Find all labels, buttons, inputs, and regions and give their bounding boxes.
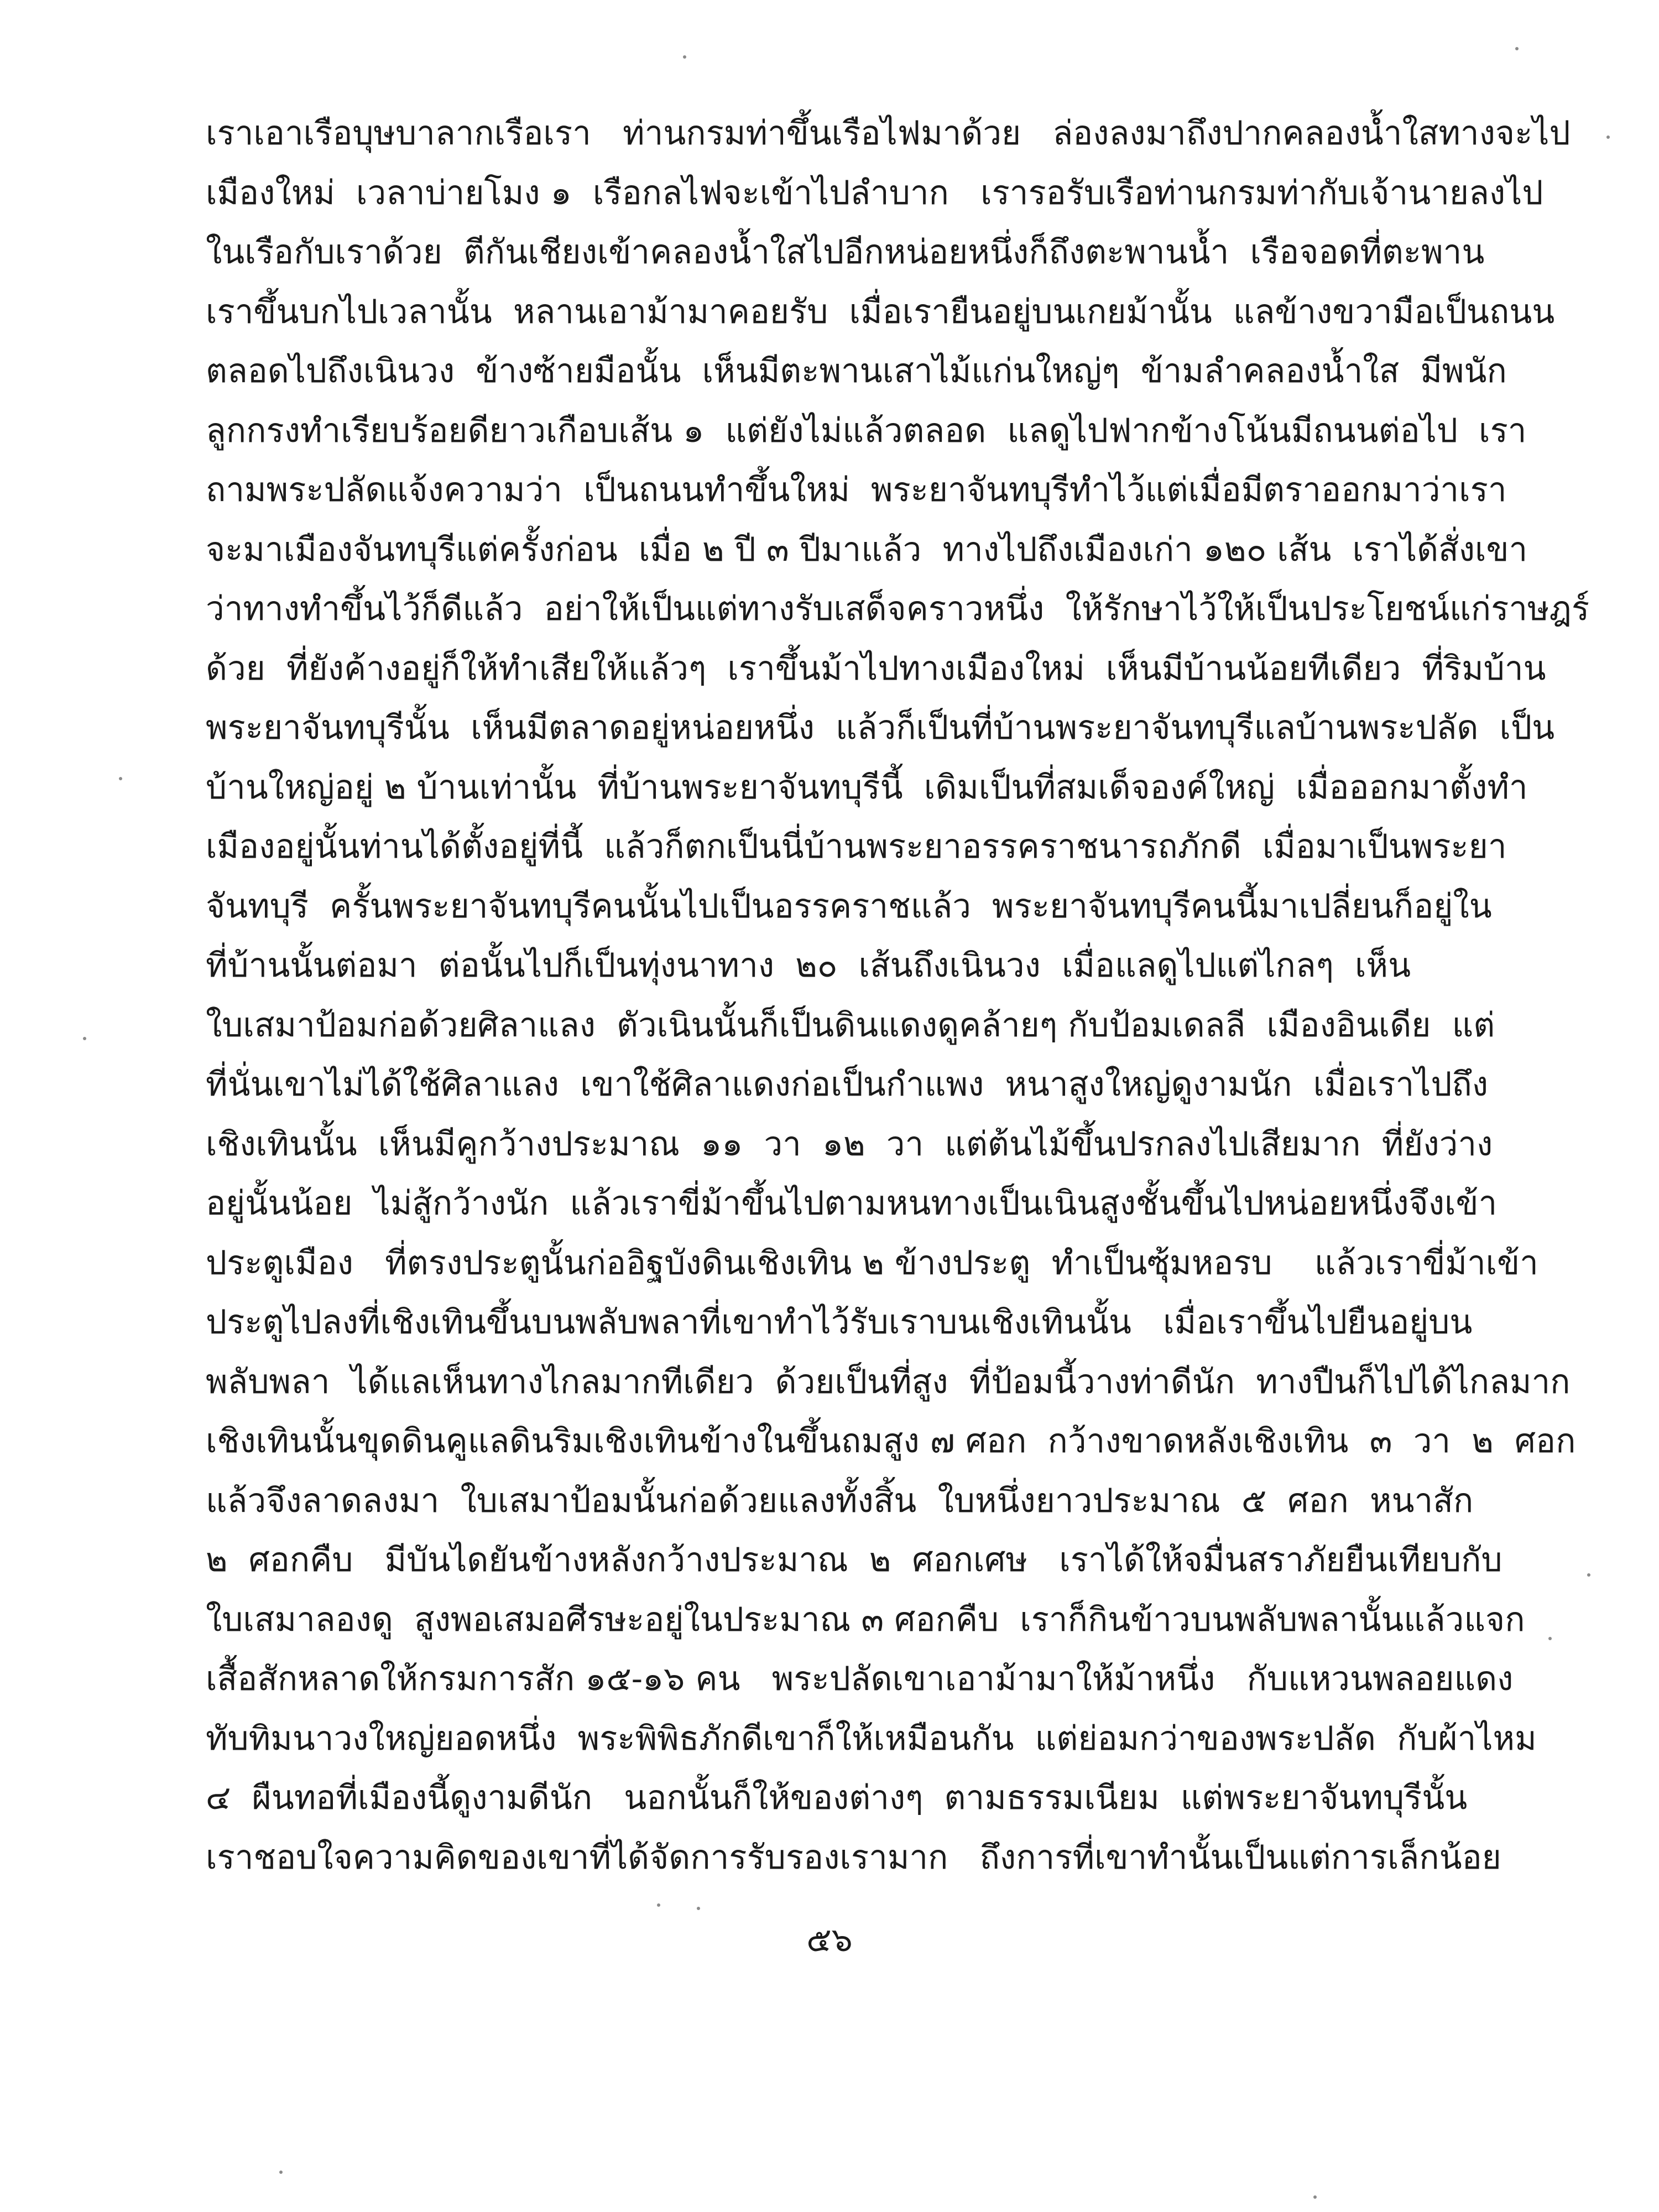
text-line: ตลอดไปถึงเนินวง ข้างซ้ายมือนั้น เห็นมีตะพานเสาไม้แก่นใหญ่ๆ ข้ามลำคลองน้ำใส มีพนัก	[206, 352, 1507, 390]
text-line: จันทบุรี ครั้นพระยาจันทบุรีคนนั้นไปเป็นอรรคราชแล้ว พระยาจันทบุรีคนนี้มาเปลี่ยนก็อยู่ใน	[206, 886, 1492, 926]
text-line: อยู่นั้นน้อย ไม่สู้กว้างนัก แล้วเราขี่ม้าขึ้นไปตามหนทางเป็นเนินสูงชั้นขึ้นไปหน่อยหนึ่งจึงเข้า	[206, 1184, 1498, 1223]
text-line: เราชอบใจความคิดของเขาที่ได้จัดการรับรองเรามาก ถึงการที่เขาทำนั้นเป็นแต่การเล็กน้อย	[206, 1838, 1501, 1877]
scan-speck	[119, 777, 122, 780]
text-line: ๒ ศอกคืบ มีบันไดยันข้างหลังกว้างประมาณ ๒ ศอกเศษ เราได้ให้จมื่นสราภัยยืนเทียบกับ	[206, 1541, 1503, 1579]
text-line: ว่าทางทำขึ้นไว้ก็ดีแล้ว อย่าให้เป็นแต่ทางรับเสด็จคราวหนึ่ง ให้รักษาไว้ให้เป็นประโยชน์แก่ราษฎร์	[206, 589, 1590, 628]
scan-speck	[683, 55, 686, 59]
text-line: ลูกกรงทำเรียบร้อยดียาวเกือบเส้น ๑ แต่ยังไม่แล้วตลอด แลดูไปฟากข้างโน้นมีถนนต่อไป เรา	[206, 411, 1527, 450]
scan-speck	[83, 1037, 86, 1040]
text-line: บ้านใหญ่อยู่ ๒ บ้านเท่านั้น ที่บ้านพระยาจันทบุรีนี้ เดิมเป็นที่สมเด็จองค์ใหญ่ เมื่อออกมาตั้งทำ	[206, 768, 1528, 807]
text-line: ใบเสมาป้อมก่อด้วยศิลาแลง ตัวเนินนั้นก็เป็นดินแดงดูคล้ายๆ กับป้อมเดลลี เมืองอินเดีย แต่	[206, 1005, 1495, 1045]
text-line: เชิงเทินนั้น เห็นมีคูกว้างประมาณ ๑๑ วา ๑๒ วา แต่ต้นไม้ขึ้นปรกลงไปเสียมาก ที่ยังว่าง	[206, 1124, 1493, 1164]
text-line: ใบเสมาลองดู สูงพอเสมอศีรษะอยู่ในประมาณ ๓ ศอกคืบ เราก็กินข้าวบนพลับพลานั้นแล้วแจก	[206, 1600, 1525, 1639]
page-number: ๕๖	[806, 1921, 853, 1959]
text-line: ถามพระปลัดแจ้งความว่า เป็นถนนทำขึ้นใหม่ พระยาจันทบุรีทำไว้แต่เมื่อมีตราออกมาว่าเรา	[206, 471, 1507, 509]
body-text	[206, 104, 1590, 1887]
text-line: ๔ ผืนทอที่เมืองนี้ดูงามดีนัก นอกนั้นก็ให้ของต่างๆ ตามธรรมเนียม แต่พระยาจันทบุรีนั้น	[206, 1778, 1468, 1817]
text-line: จะมาเมืองจันทบุรีแต่ครั้งก่อน เมื่อ ๒ ปี ๓ ปีมาแล้ว ทางไปถึงเมืองเก่า ๑๒๐ เส้น เราได้สั่งเขา	[206, 530, 1528, 569]
scan-speck	[1313, 2195, 1317, 2199]
scan-speck	[697, 1907, 700, 1910]
text-line: ที่บ้านนั้นต่อมา ต่อนั้นไปก็เป็นทุ่งนาทาง ๒๐ เส้นถึงเนินวง เมื่อแลดูไปแต่ไกลๆ เห็น	[206, 946, 1411, 985]
text-line: เราขึ้นบกไปเวลานั้น หลานเอาม้ามาคอยรับ เมื่อเรายืนอยู่บนเกยม้านั้น แลข้างขวามือเป็นถนน	[206, 292, 1555, 331]
text-line: ประตูเมือง ที่ตรงประตูนั้นก่ออิฐบังดินเชิงเทิน ๒ ข้างประตู ทำเป็นซุ้มหอรบ แล้วเราขี่ม้าเข้า	[206, 1243, 1538, 1282]
text-line: ในเรือกับเราด้วย ตีกันเชียงเข้าคลองน้ำใสไปอีกหน่อยหนึ่งก็ถึงตะพานน้ำ เรือจอดที่ตะพาน	[206, 233, 1485, 272]
text-line: เสื้อสักหลาดให้กรมการสัก ๑๕-๑๖ คน พระปลัดเขาเอาม้ามาให้ม้าหนึ่ง กับแหวนพลอยแดง	[206, 1660, 1514, 1698]
scan-speck	[1515, 47, 1519, 50]
text-line: พลับพลา ได้แลเห็นทางไกลมากทีเดียว ด้วยเป็นที่สูง ที่ป้อมนี้วางท่าดีนัก ทางปืนก็ไปได้ไกลมาก	[206, 1362, 1571, 1401]
text-line: เมืองอยู่นั้นท่านได้ตั้งอยู่ที่นี้ แล้วก็ตกเป็นนี่บ้านพระยาอรรคราชนารถภักดี เมื่อมาเป็นพระยา	[206, 827, 1507, 866]
text-line: เราเอาเรือบุษบาลากเรือเรา ท่านกรมท่าขึ้นเรือไฟมาด้วย ล่องลงมาถึงปากคลองน้ำใสทางจะไป	[206, 114, 1571, 153]
text-line: ประตูไปลงที่เชิงเทินขึ้นบนพลับพลาที่เขาทำไว้รับเราบนเชิงเทินนั้น เมื่อเราขึ้นไปยืนอยู่บน	[206, 1303, 1473, 1342]
text-line: แล้วจึงลาดลงมา ใบเสมาป้อมนั้นก่อด้วยแลงทั้งสิ้น ใบหนึ่งยาวประมาณ ๕ ศอก หนาสัก	[206, 1481, 1474, 1520]
text-line: ที่นั่นเขาไม่ได้ใช้ศิลาแลง เขาใช้ศิลาแดงก่อเป็นกำแพง หนาสูงใหญ่ดูงามนัก เมื่อเราไปถึง	[206, 1065, 1489, 1104]
text-line: ทับทิมนาวงใหญ่ยอดหนึ่ง พระพิพิธภักดีเขาก็ให้เหมือนกัน แต่ย่อมกว่าของพระปลัด กับผ้าไหม	[206, 1719, 1537, 1758]
scan-speck	[1587, 1573, 1590, 1577]
scan-speck	[279, 2171, 283, 2174]
text-line: เมืองใหม่ เวลาบ่ายโมง ๑ เรือกลไฟจะเข้าไปลำบาก เรารอรับเรือท่านกรมท่ากับเจ้านายลงไป	[206, 173, 1543, 212]
scan-speck	[657, 1903, 660, 1907]
text-line: พระยาจันทบุรีนั้น เห็นมีตลาดอยู่หน่อยหนึ่ง แล้วก็เป็นที่บ้านพระยาจันทบุรีแลบ้านพระปลัด เป็น	[206, 708, 1555, 747]
text-line: เชิงเทินนั้นขุดดินคูแลดินริมเชิงเทินข้างในขึ้นถมสูง ๗ ศอก กว้างขาดหลังเชิงเทิน ๓ วา ๒ ศอก	[206, 1422, 1576, 1460]
scan-speck	[1548, 1637, 1552, 1640]
scan-speck	[1606, 135, 1610, 139]
text-line: ด้วย ที่ยังค้างอยู่ก็ให้ทำเสียให้แล้วๆ เราขึ้นม้าไปทางเมืองใหม่ เห็นมีบ้านน้อยทีเดียว ที่ริมบ้าน	[206, 649, 1546, 688]
